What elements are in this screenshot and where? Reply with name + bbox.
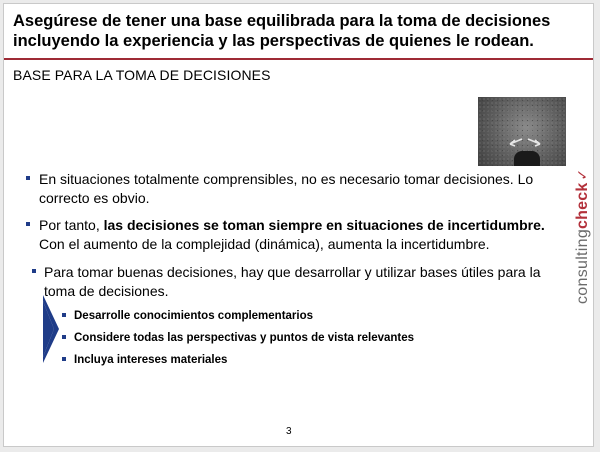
- sub-bullet-item: Considere todas las perspectivas y puntos de vista relevantes: [60, 331, 552, 345]
- bullet-text: En situaciones totalmente comprensibles, no es necesario tomar decisiones. Lo correcto es obvio.: [39, 171, 534, 206]
- bullet-text-suffix: Con el aumento de la complejidad (dinámica), aumenta la incertidumbre.: [39, 236, 490, 252]
- check-swoosh-icon: ✓: [574, 168, 590, 181]
- bullet-item: [26, 170, 571, 208]
- feet-arrows-photo: [478, 97, 566, 166]
- bullet-list: [26, 170, 571, 262]
- section-heading: BASE PARA LA TOMA DE DECISIONES: [13, 67, 271, 83]
- sub-bullet-item: Desarrolle conocimientos complementarios: [60, 309, 552, 323]
- brand-text-consulting: consulting: [574, 228, 591, 304]
- slide: [3, 3, 594, 447]
- brand-text-check: check: [574, 182, 591, 229]
- page-number: 3: [286, 426, 292, 437]
- bullet-text: Para tomar buenas decisiones, hay que desarrollar y utilizar bases útiles para la toma de decisiones.: [44, 264, 541, 299]
- brand-logo: [574, 169, 592, 304]
- bullet-text-prefix: Por tanto,: [39, 217, 104, 233]
- sub-bullet-list: [60, 309, 552, 367]
- feet-shape: [514, 151, 540, 166]
- decision-basis-block: [32, 263, 552, 375]
- chevron-right-icon: [43, 295, 59, 363]
- bullet-item: [32, 263, 552, 301]
- bullet-item: [26, 216, 571, 254]
- sub-bullet-item: Incluya intereses materiales: [60, 353, 552, 367]
- direction-arrows-icon: [506, 135, 546, 149]
- bullet-text-bold: las decisiones se toman siempre en situaciones de incertidumbre.: [103, 217, 545, 233]
- title-divider: [4, 58, 594, 60]
- slide-title: Asegúrese de tener una base equilibrada para la toma de decisiones incluyendo la experiencia y las perspectivas de quienes le rodean.: [13, 12, 551, 50]
